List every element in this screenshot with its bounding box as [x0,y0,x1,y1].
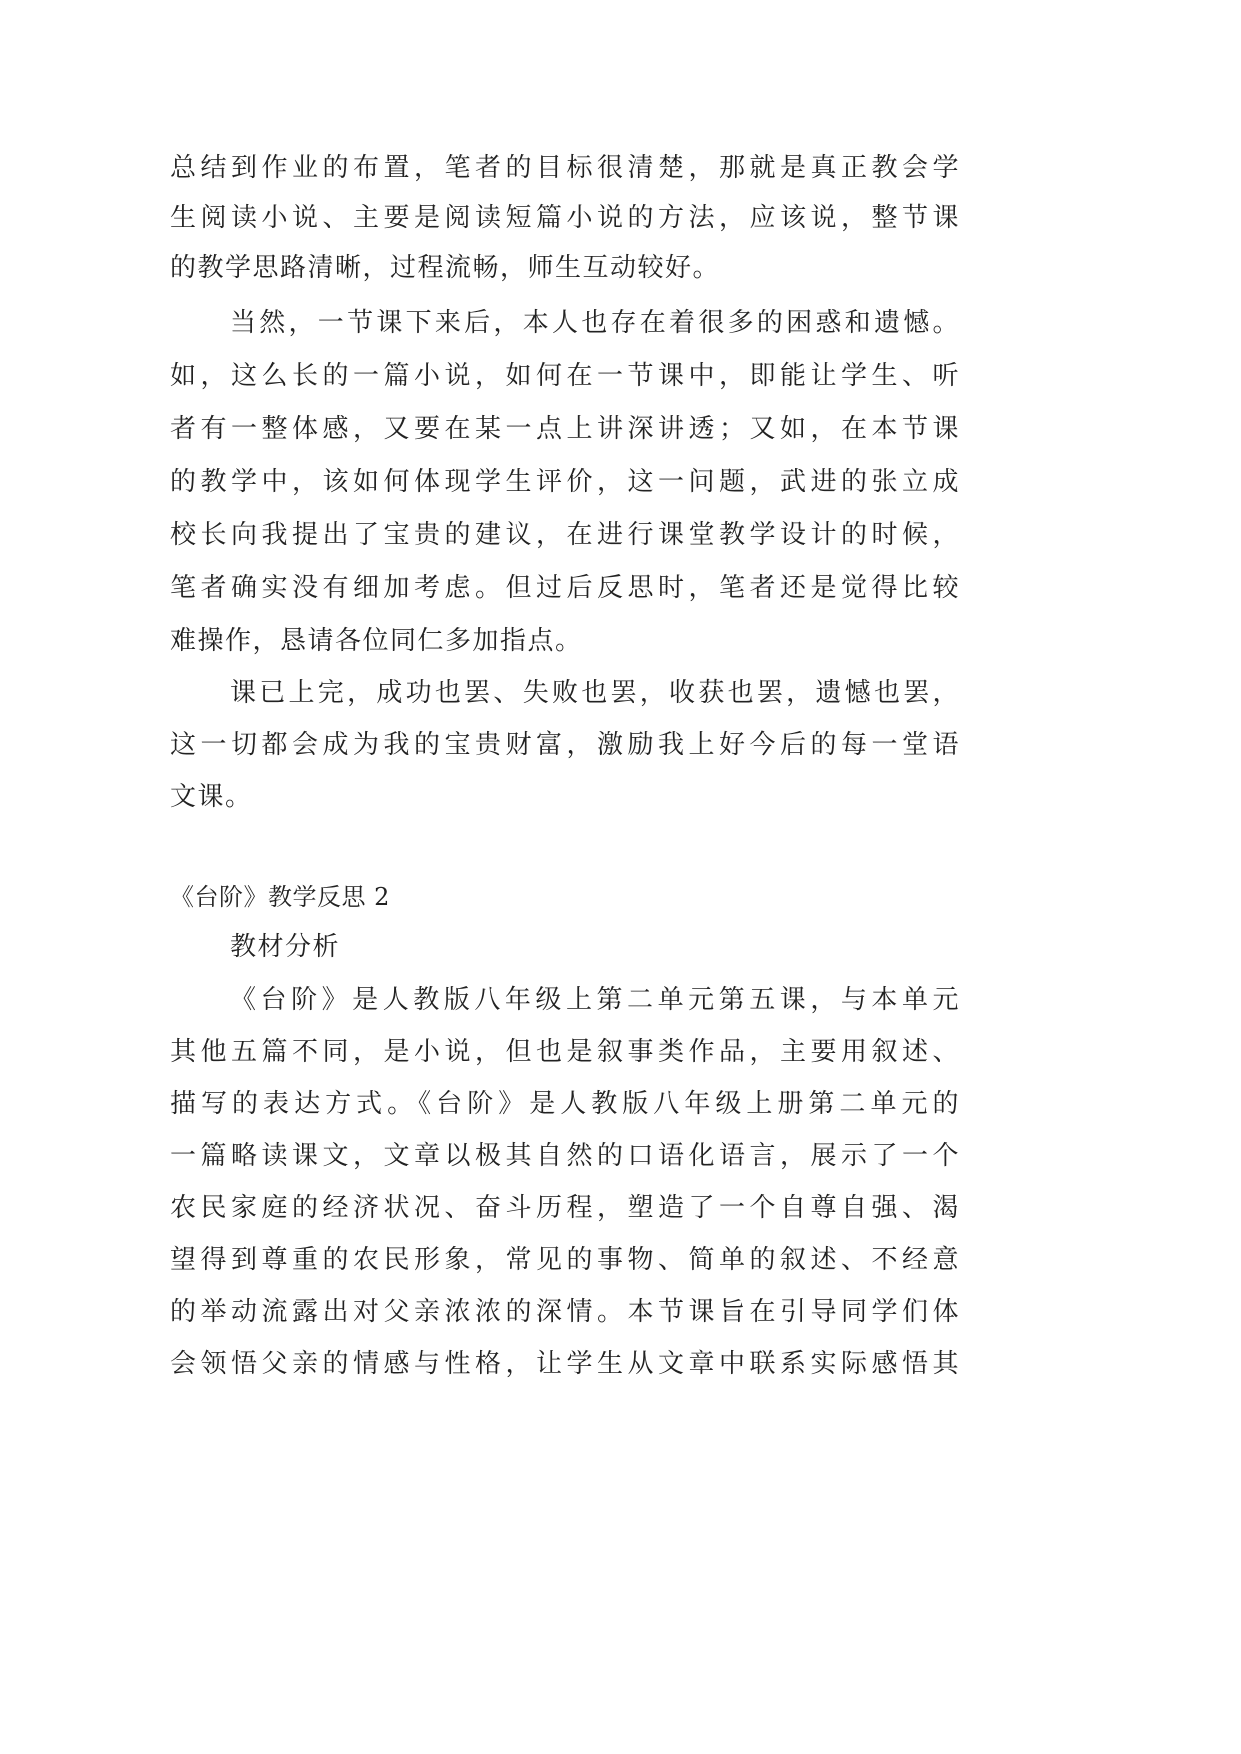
paragraph-line: 总结到作业的布置，笔者的目标很清楚，那就是真正教会学 [170,153,960,183]
paragraph-line: 者有一整体感，又要在某一点上讲深讲透；又如，在本节课 [170,414,960,444]
paragraph-line: 的教学思路清晰，过程流畅，师生互动较好。 [170,253,721,283]
paragraph-line: 描写的表达方式。《台阶》是人教版八年级上册第二单元的 [170,1089,960,1119]
paragraph-line: 难操作，恳请各位同仁多加指点。 [170,626,583,656]
paragraph-line: 农民家庭的经济状况、奋斗历程，塑造了一个自尊自强、渴 [170,1193,960,1223]
paragraph-line: 的举动流露出对父亲浓浓的深情。本节课旨在引导同学们体 [170,1297,960,1327]
subheading: 教材分析 [230,932,341,962]
paragraph-line: 生阅读小说、主要是阅读短篇小说的方法，应该说，整节课 [170,203,960,233]
paragraph-line: 其他五篇不同，是小说，但也是叙事类作品，主要用叙述、 [170,1037,960,1067]
paragraph-line: 的教学中，该如何体现学生评价，这一问题，武进的张立成 [170,467,960,497]
paragraph-line: 会领悟父亲的情感与性格，让学生从文章中联系实际感悟其 [170,1349,960,1379]
paragraph-line: 望得到尊重的农民形象，常见的事物、简单的叙述、不经意 [170,1245,960,1275]
paragraph-line: 笔者确实没有细加考虑。但过后反思时，笔者还是觉得比较 [170,573,960,603]
paragraph-line: 文课。 [170,782,253,812]
paragraph-line: 《台阶》是人教版八年级上第二单元第五课，与本单元 [230,985,960,1015]
paragraph-line: 当然，一节课下来后，本人也存在着很多的困惑和遗憾。 [230,308,960,338]
paragraph-line: 这一切都会成为我的宝贵财富，激励我上好今后的每一堂语 [170,730,960,760]
section-title: 《台阶》教学反思 2 [170,883,390,911]
paragraph-line: 一篇略读课文，文章以极其自然的口语化语言，展示了一个 [170,1141,960,1171]
paragraph-line: 课已上完，成功也罢、失败也罢，收获也罢，遗憾也罢， [230,678,960,708]
paragraph-line: 校长向我提出了宝贵的建议，在进行课堂教学设计的时候， [170,520,960,550]
paragraph-line: 如，这么长的一篇小说，如何在一节课中，即能让学生、听 [170,361,960,391]
